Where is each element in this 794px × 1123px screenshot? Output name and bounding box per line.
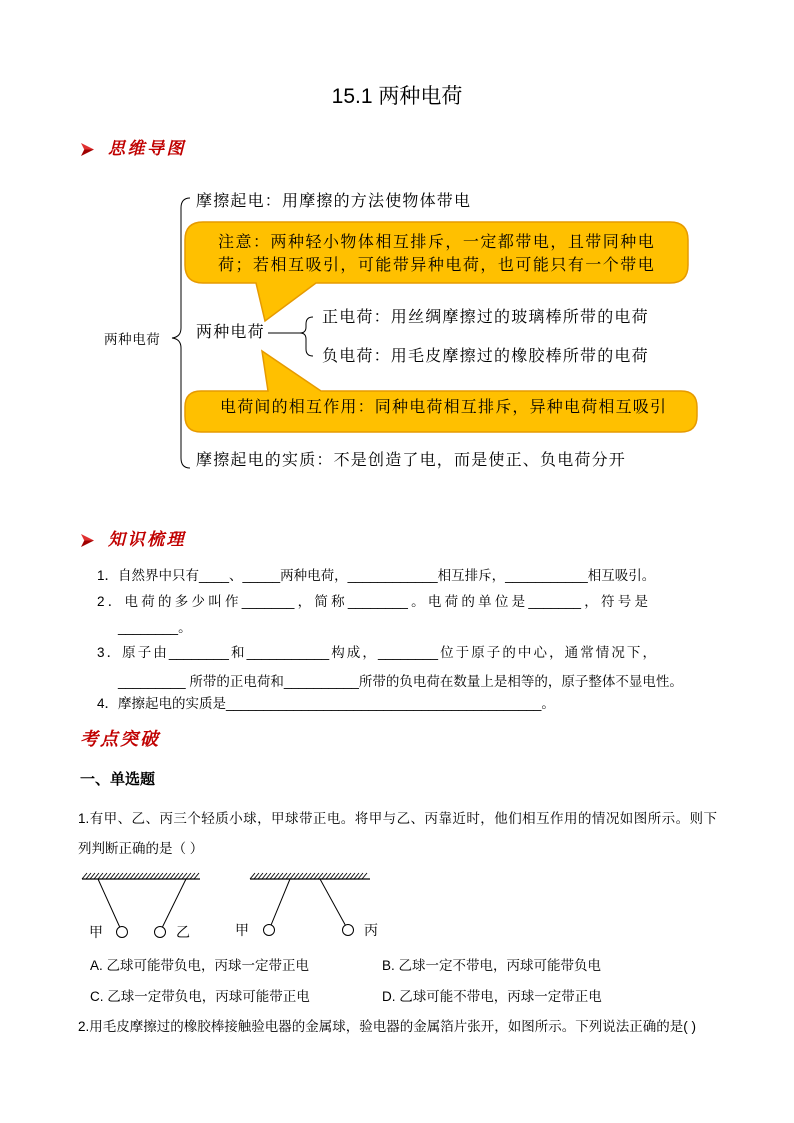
knowledge-heading: 知识梳理 [108,530,186,549]
ceiling-hatch-right [250,873,367,879]
question-1-stem-line-1: 1.有甲、乙、丙三个轻质小球，甲球带正电。将甲与乙、丙靠近时，他们相互作用的情况如图所示。则下 [78,811,717,826]
two-charges-node: 两种电荷 [196,324,265,341]
charge-interaction-node: 电荷间的相互作用：同种电荷相互排斥，异种电荷相互吸引 [220,399,668,416]
string-bing [320,879,345,925]
question-1-figure [70,862,390,942]
question-1-option-a: A. 乙球可能带负电，丙球一定带正电 [90,958,310,973]
positive-charge-node: 正电荷：用丝绸摩擦过的玻璃棒所带的电荷 [322,309,649,326]
knowledge-item-3-line-2: _________ 所带的正电荷和__________所带的负电荷在数量上是相等的，原子整体不显电性。 [118,674,683,689]
mind-map-heading: 思维导图 [108,139,186,158]
note-line-1: 注意：两种轻小物体相互排斥，一定都带电，且带同种电 [218,234,655,251]
knowledge-item-3-line-1: 3．原子由________和___________构成，________位于原子的中心，通常情况下， [97,645,656,660]
friction-electrification-node: 摩擦起电：用摩擦的方法使物体带电 [196,193,472,210]
arrowhead-bullet-icon [81,143,94,156]
figure-label-jia-right: 甲 [235,922,249,938]
ceiling-hatch-left [82,873,199,879]
question-2-stem: 2.用毛皮摩擦过的橡胶棒接触验电器的金属球，验电器的金属箔片张开，如图所示。下列说法正确的是( ) [78,1019,696,1034]
question-1-option-d: D. 乙球可能不带电，丙球一定带正电 [382,989,602,1004]
single-choice-section-title: 一、单选题 [80,771,156,788]
string-jia-right [271,879,290,925]
ball-jia-left [117,927,128,938]
figure-label-bing: 丙 [364,922,378,938]
friction-essence-node: 摩擦起电的实质：不是创造了电，而是使正、负电荷分开 [196,452,627,469]
string-jia-left [98,879,120,927]
question-1-option-c: C. 乙球一定带负电，丙球可能带正电 [90,989,310,1004]
string-yi [162,879,186,927]
figure-label-yi: 乙 [176,924,190,940]
negative-charge-node: 负电荷：用毛皮摩擦过的橡胶棒所带的电荷 [322,348,649,365]
arrowhead-bullet-icon [81,534,94,547]
knowledge-item-2-line-1: 2．电荷的多少叫作_______，简称________。电荷的单位是_______，符号是 [97,594,648,609]
ball-yi [155,927,166,938]
charge-type-brace [268,317,313,356]
knowledge-item-2-line-2: ________。 [118,620,192,635]
knowledge-item-1: 1．自然界中只有____、_____两种电荷，____________相互排斥，___________相互吸引。 [97,568,656,583]
page-title: 15.1 两种电荷 [331,85,463,108]
mind-map-root: 两种电荷 [104,332,161,347]
figure-label-jia-left: 甲 [89,924,103,940]
ball-bing [343,925,354,936]
knowledge-item-4: 4．摩擦起电的实质是__________________________________________。 [97,696,555,711]
note-line-2: 荷；若相互吸引，可能带异种电荷，也可能只有一个带电 [218,257,655,274]
question-1-option-b: B. 乙球一定不带电，丙球可能带负电 [382,958,602,973]
breakthrough-heading: 考点突破 [80,729,160,749]
ball-jia-right [264,925,275,936]
question-1-stem-line-2: 列判断正确的是（ ） [78,841,204,856]
